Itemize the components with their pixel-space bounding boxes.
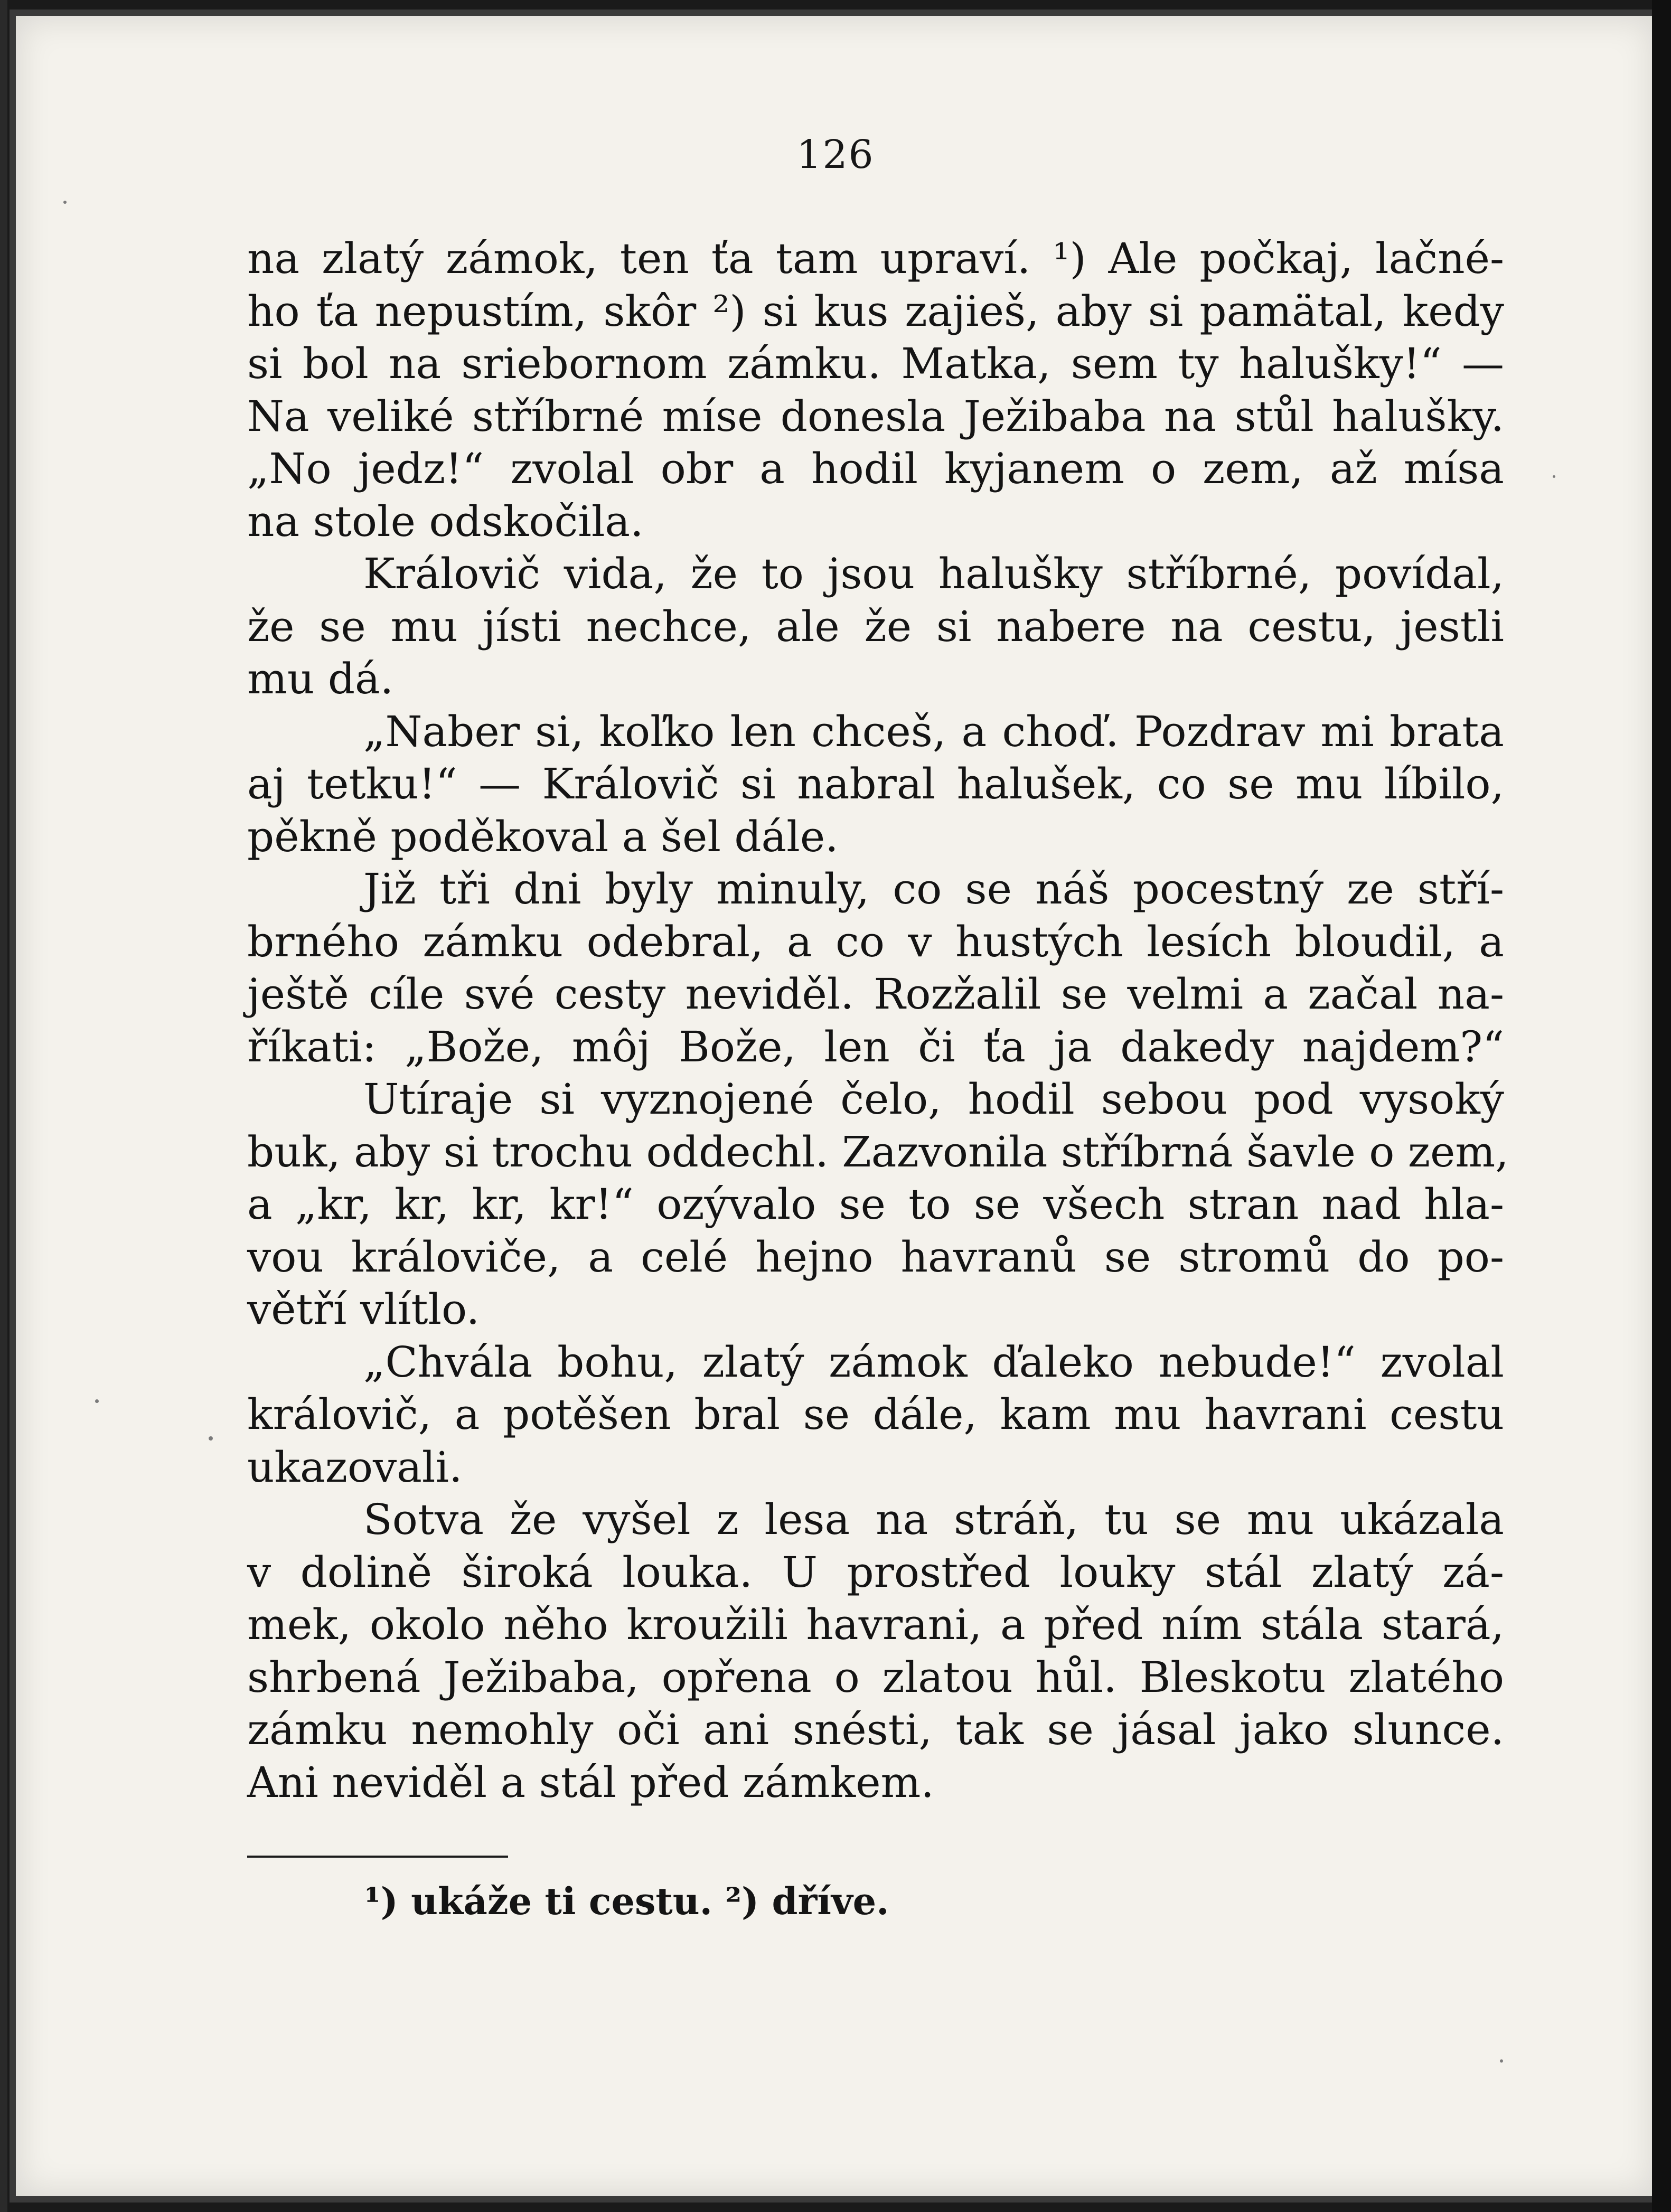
text-line: Královič vida, že to jsou halušky stříbrné, povídal,	[363, 549, 1504, 598]
text-line: buk, aby si trochu oddechl. Zazvonila stříbrná šavle o zem,	[247, 1127, 1509, 1176]
text-line: mu dá.	[247, 654, 394, 703]
text-line: shrbená Ježibaba, opřena o zlatou hůl. Bleskotu zlatého	[247, 1652, 1504, 1702]
text-line: brného zámku odebral, a co v hustých lesích bloudil, a	[247, 917, 1504, 966]
text-line: královič, a potěšen bral se dále, kam mu havrani cestu	[247, 1390, 1504, 1439]
body-text	[247, 232, 1509, 1809]
scan-speck	[209, 1436, 213, 1441]
text-line: a „kr, kr, kr, kr!“ ozývalo se to se všech stran nad hla-	[247, 1180, 1504, 1229]
scan-speck	[1553, 475, 1555, 478]
text-line: pěkně poděkoval a šel dále.	[247, 812, 839, 861]
scan-speck	[95, 1399, 99, 1403]
text-line: Na veliké stříbrné míse donesla Ježibaba na stůl halušky.	[247, 391, 1504, 441]
footnotes: ¹) ukáže ti cestu. ²) dříve.	[364, 1879, 889, 1923]
text-line: „No jedz!“ zvolal obr a hodil kyjanem o zem, až mísa	[247, 444, 1504, 493]
footnote-rule	[247, 1856, 508, 1858]
page-number: 126	[796, 132, 875, 177]
text-line: si bol na sriebornom zámku. Matka, sem ty halušky!“ —	[247, 339, 1504, 388]
text-line: Již tři dni byly minuly, co se náš pocestný ze stří-	[363, 864, 1504, 914]
text-line: vou královiče, a celé hejno havranů se stromů do po-	[247, 1232, 1504, 1282]
text-line: zámku nemohly oči ani snésti, tak se jásal jako slunce.	[247, 1705, 1504, 1754]
text-line: na zlatý zámok, ten ťa tam upraví. ¹) Ale počkaj, lačné-	[247, 234, 1504, 283]
text-line: větří vlítlo.	[247, 1285, 480, 1334]
text-line: ho ťa nepustím, skôr ²) si kus zajieš, aby si pamätal, kedy	[247, 286, 1504, 336]
scan-speck	[1500, 2059, 1503, 2063]
text-line: že se mu jísti nechce, ale že si nabere na cestu, jestli	[247, 601, 1504, 651]
scan-edge-right	[1652, 0, 1671, 2212]
scan-edge-left	[0, 0, 7, 2212]
text-line: „Chvála bohu, zlatý zámok ďaleko nebude!“ zvolal	[363, 1337, 1504, 1387]
text-line: aj tetku!“ — Královič si nabral halušek, co se mu líbilo,	[247, 759, 1504, 808]
text-line: „Naber si, koľko len chceš, a choď. Pozdrav mi brata	[363, 707, 1504, 756]
text-line: Ani neviděl a stál před zámkem.	[247, 1757, 934, 1807]
text-line: na stole odskočila.	[247, 496, 644, 546]
text-line: Utíraje si vyznojené čelo, hodil sebou pod vysoký	[363, 1075, 1504, 1124]
text-line: Sotva že vyšel z lesa na stráň, tu se mu ukázala	[363, 1495, 1504, 1544]
text-line: ještě cíle své cesty neviděl. Rozžalil se velmi a začal na-	[247, 969, 1504, 1019]
text-line: v dolině široká louka. U prostřed louky stál zlatý zá-	[247, 1547, 1504, 1597]
text-line: ukazovali.	[247, 1442, 463, 1492]
scan-speck	[63, 201, 67, 204]
text-line: mek, okolo něho kroužili havrani, a před ním stála stará,	[247, 1600, 1504, 1649]
text-line: říkati: „Bože, môj Bože, len či ťa ja dakedy najdem?“	[247, 1022, 1504, 1071]
